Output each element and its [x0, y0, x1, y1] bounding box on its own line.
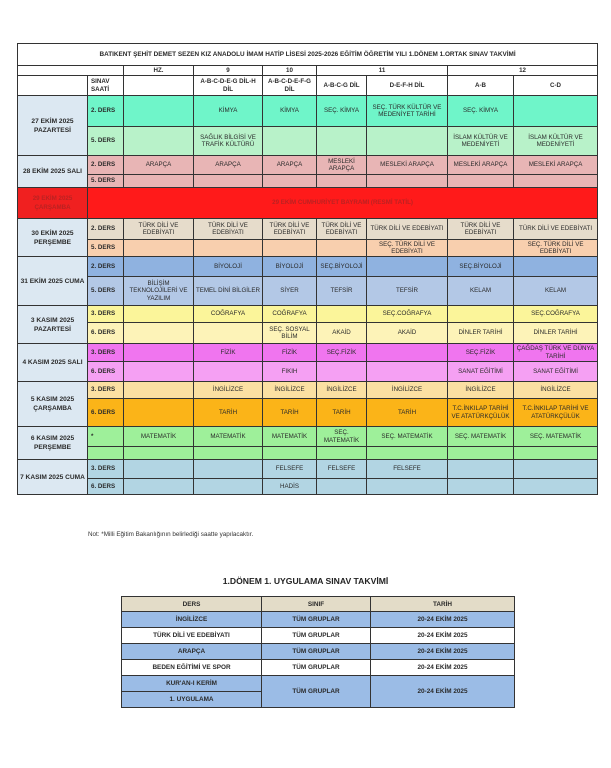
exam-subject-cell: ÇAĞDAŞ TÜRK VE DÜNYA TARİHİ — [514, 344, 598, 362]
practice-sinif: TÜM GRUPLAR — [262, 644, 371, 660]
exam-subject-cell: SEÇ.BİYOLOJİ — [448, 257, 514, 277]
exam-subject-cell: MATEMATİK — [124, 427, 194, 447]
practice-schedule-title: 1.DÖNEM 1. UYGULAMA SINAV TAKVİMİ — [222, 576, 389, 586]
exam-subject-cell — [448, 479, 514, 495]
practice-tarih: 20-24 EKİM 2025 — [371, 660, 515, 676]
exam-subject-cell — [514, 257, 598, 277]
exam-subject-cell: FIKIH — [263, 362, 317, 382]
exam-subject-cell: TEFSİR — [367, 277, 448, 306]
exam-date: 6 KASIM 2025 PERŞEMBE — [18, 427, 88, 460]
schedule-row — [18, 382, 598, 399]
schedule-row — [18, 219, 598, 240]
exam-period: 3. DERS — [88, 344, 124, 362]
schedule-row — [18, 175, 598, 188]
exam-subject-cell — [367, 362, 448, 382]
holiday-date: 29 EKİM 2025 ÇARŞAMBA — [18, 188, 88, 219]
exam-period: 2. DERS — [88, 219, 124, 240]
exam-subject-cell: TARİH — [367, 399, 448, 427]
exam-subject-cell: İSLAM KÜLTÜR VE MEDENİYETİ — [514, 127, 598, 156]
grade-header-9: 9 — [194, 66, 263, 76]
schedule-row — [18, 399, 598, 427]
grade-header-10: 10 — [263, 66, 317, 76]
exam-period: * — [88, 427, 124, 447]
schedule-row — [18, 344, 598, 362]
footnote: Not: *Milli Eğitim Bakanlığının belirlediği saatte yapılacaktır. — [88, 531, 254, 538]
exam-subject-cell: SEÇ. KİMYA — [448, 96, 514, 127]
exam-subject-cell — [514, 447, 598, 460]
exam-subject-cell — [514, 460, 598, 479]
practice-ders: KUR'AN-I KERİM — [122, 676, 262, 692]
exam-subject-cell: TÜRK DİLİ VE EDEBİYATI — [448, 219, 514, 240]
exam-subject-cell — [124, 399, 194, 427]
exam-subject-cell: SEÇ. MATEMATİK — [317, 427, 367, 447]
col-header-12a: A-B — [448, 76, 514, 96]
exam-subject-cell — [448, 306, 514, 323]
practice-sinif: TÜM GRUPLAR — [262, 676, 371, 708]
schedule-row — [18, 362, 598, 382]
exam-subject-cell: KELAM — [448, 277, 514, 306]
exam-subject-cell — [367, 447, 448, 460]
exam-subject-cell: SEÇ. MATEMATİK — [448, 427, 514, 447]
exam-period: 2. DERS — [88, 96, 124, 127]
practice-tarih: 20-24 EKİM 2025 — [371, 644, 515, 660]
exam-period: 3. DERS — [88, 382, 124, 399]
exam-subject-cell — [514, 175, 598, 188]
exam-period: 5. DERS — [88, 277, 124, 306]
exam-subject-cell — [448, 240, 514, 257]
exam-subject-cell: ARAPÇA — [124, 156, 194, 175]
exam-subject-cell — [124, 127, 194, 156]
practice-sinif: TÜM GRUPLAR — [262, 660, 371, 676]
exam-subject-cell: FİZİK — [194, 344, 263, 362]
exam-subject-cell — [194, 447, 263, 460]
exam-subject-cell — [317, 306, 367, 323]
grade-header-hz: HZ. — [124, 66, 194, 76]
exam-subject-cell — [317, 240, 367, 257]
exam-date: 5 KASIM 2025 ÇARŞAMBA — [18, 382, 88, 427]
exam-subject-cell — [124, 306, 194, 323]
exam-subject-cell: MATEMATİK — [263, 427, 317, 447]
exam-subject-cell: DİNLER TARİHİ — [448, 323, 514, 344]
exam-subject-cell — [367, 175, 448, 188]
exam-subject-cell — [124, 447, 194, 460]
exam-date: 4 KASIM 2025 SALI — [18, 344, 88, 382]
exam-subject-cell: MESLEKİ ARAPÇA — [367, 156, 448, 175]
exam-subject-cell: FİZİK — [263, 344, 317, 362]
exam-subject-cell: KELAM — [514, 277, 598, 306]
exam-subject-cell: TARİH — [263, 399, 317, 427]
exam-subject-cell: MESLEKİ ARAPÇA — [514, 156, 598, 175]
exam-subject-cell: SEÇ. KİMYA — [317, 96, 367, 127]
exam-subject-cell — [194, 323, 263, 344]
exam-period — [88, 447, 124, 460]
exam-period: 5. DERS — [88, 240, 124, 257]
exam-subject-cell: HADİS — [263, 479, 317, 495]
col-header-11b: D-E-F-H DİL — [367, 76, 448, 96]
schedule-row — [18, 277, 598, 306]
exam-date: 3 KASIM 2025 PAZARTESİ — [18, 306, 88, 344]
exam-subject-cell — [124, 96, 194, 127]
exam-date: 7 KASIM 2025 CUMA — [18, 460, 88, 495]
schedule-row — [18, 447, 598, 460]
practice-row — [122, 676, 515, 692]
exam-period: 3. DERS — [88, 460, 124, 479]
exam-subject-cell: BİYOLOJİ — [263, 257, 317, 277]
exam-subject-cell: TARİH — [317, 399, 367, 427]
col-header-9: A-B-C-D-E-G DİL-H DİL — [194, 76, 263, 96]
exam-date: 30 EKİM 2025 PERŞEMBE — [18, 219, 88, 257]
exam-subject-cell: ARAPÇA — [194, 156, 263, 175]
practice-tarih: 20-24 EKİM 2025 — [371, 676, 515, 708]
col-header-10: A-B-C-D-E-F-G DİL — [263, 76, 317, 96]
exam-subject-cell: İNGİLİZCE — [194, 382, 263, 399]
exam-subject-cell: SEÇ. SOSYAL BİLİM — [263, 323, 317, 344]
schedule-row — [18, 96, 598, 127]
exam-subject-cell: İNGİLİZCE — [263, 382, 317, 399]
col-header-11a: A-B-C-G DİL — [317, 76, 367, 96]
exam-subject-cell — [263, 447, 317, 460]
exam-subject-cell: TEFSİR — [317, 277, 367, 306]
exam-subject-cell: İNGİLİZCE — [514, 382, 598, 399]
exam-subject-cell — [124, 460, 194, 479]
exam-subject-cell — [367, 344, 448, 362]
exam-subject-cell — [317, 127, 367, 156]
exam-subject-cell: İNGİLİZCE — [448, 382, 514, 399]
exam-subject-cell — [263, 240, 317, 257]
exam-subject-cell — [124, 175, 194, 188]
exam-subject-cell: ARAPÇA — [263, 156, 317, 175]
practice-ders: İNGİLİZCE — [122, 612, 262, 628]
schedule-row — [18, 460, 598, 479]
practice-schedule-table — [121, 596, 515, 708]
col-header-12b: C-D — [514, 76, 598, 96]
exam-subject-cell — [263, 175, 317, 188]
exam-subject-cell: İSLAM KÜLTÜR VE MEDENİYETİ — [448, 127, 514, 156]
exam-subject-cell: SİYER — [263, 277, 317, 306]
exam-subject-cell — [448, 460, 514, 479]
schedule-row — [18, 127, 598, 156]
exam-subject-cell: TÜRK DİLİ VE EDEBİYATI — [514, 219, 598, 240]
exam-subject-cell: TÜRK DİLİ VE EDEBİYATI — [124, 219, 194, 240]
exam-subject-cell — [124, 257, 194, 277]
exam-subject-cell — [194, 460, 263, 479]
schedule-row — [18, 323, 598, 344]
exam-period: 2. DERS — [88, 156, 124, 175]
practice-ders: TÜRK DİLİ VE EDEBİYATI — [122, 628, 262, 644]
exam-subject-cell: SEÇ.FİZİK — [317, 344, 367, 362]
practice-tarih: 20-24 EKİM 2025 — [371, 628, 515, 644]
exam-subject-cell: BİLİŞİM TEKNOLOJİLERİ VE YAZILIM — [124, 277, 194, 306]
exam-subject-cell — [124, 240, 194, 257]
exam-subject-cell — [317, 175, 367, 188]
practice-ders: 1. UYGULAMA — [122, 692, 262, 708]
exam-subject-cell: TÜRK DİLİ VE EDEBİYATI — [194, 219, 263, 240]
exam-subject-cell — [317, 447, 367, 460]
exam-subject-cell: SEÇ. TÜRK DİLİ VE EDEBİYATI — [367, 240, 448, 257]
saat-header: SINAV SAATİ — [88, 76, 124, 96]
exam-subject-cell: BİYOLOJİ — [194, 257, 263, 277]
exam-subject-cell: SANAT EĞİTİMİ — [514, 362, 598, 382]
exam-subject-cell — [124, 479, 194, 495]
exam-subject-cell — [194, 362, 263, 382]
exam-date: 31 EKİM 2025 CUMA — [18, 257, 88, 306]
col-header-hz — [124, 76, 194, 96]
schedule-row — [18, 427, 598, 447]
schedule-title: BATIKENT ŞEHİT DEMET SEZEN KIZ ANADOLU İMAM HATİP LİSESİ 2025-2026 EĞİTİM ÖĞRETİM YILI 1.DÖNEM 1.ORTAK SINAV TAKVİMİ — [18, 44, 598, 66]
exam-subject-cell — [367, 257, 448, 277]
practice-row — [122, 644, 515, 660]
holiday-text: 29 EKİM CUMHURİYET BAYRAMI (RESMİ TATİL) — [88, 188, 598, 219]
exam-subject-cell: TÜRK DİLİ VE EDEBİYATI — [367, 219, 448, 240]
exam-subject-cell: FELSEFE — [317, 460, 367, 479]
schedule-row — [18, 156, 598, 175]
exam-subject-cell — [194, 479, 263, 495]
exam-subject-cell: T.C.İNKILAP TARİHİ VE ATATÜRKÇÜLÜK — [448, 399, 514, 427]
exam-period: 6. DERS — [88, 362, 124, 382]
exam-subject-cell: TÜRK DİLİ VE EDEBİYATI — [317, 219, 367, 240]
grade-header-11: 11 — [317, 66, 448, 76]
exam-subject-cell: COĞRAFYA — [263, 306, 317, 323]
exam-subject-cell: TEMEL DİNİ BİLGİLER — [194, 277, 263, 306]
exam-subject-cell — [194, 240, 263, 257]
holiday-row — [18, 188, 598, 219]
exam-subject-cell — [124, 323, 194, 344]
blank-header — [18, 66, 124, 76]
exam-period: 5. DERS — [88, 175, 124, 188]
exam-subject-cell — [367, 479, 448, 495]
exam-subject-cell: İNGİLİZCE — [367, 382, 448, 399]
exam-subject-cell: SEÇ. MATEMATİK — [367, 427, 448, 447]
exam-subject-cell: MESLEKİ ARAPÇA — [317, 156, 367, 175]
exam-subject-cell: SEÇ.BİYOLOJİ — [317, 257, 367, 277]
exam-period: 6. DERS — [88, 323, 124, 344]
exam-subject-cell: KİMYA — [263, 96, 317, 127]
exam-subject-cell — [124, 362, 194, 382]
exam-subject-cell: MATEMATİK — [194, 427, 263, 447]
exam-period: 2. DERS — [88, 257, 124, 277]
exam-subject-cell: AKAİD — [367, 323, 448, 344]
schedule-row — [18, 306, 598, 323]
schedule-row — [18, 479, 598, 495]
exam-subject-cell — [367, 127, 448, 156]
practice-sinif: TÜM GRUPLAR — [262, 612, 371, 628]
practice-ders: ARAPÇA — [122, 644, 262, 660]
exam-subject-cell — [124, 382, 194, 399]
grade-header-12: 12 — [448, 66, 598, 76]
practice-ders: BEDEN EĞİTİMİ VE SPOR — [122, 660, 262, 676]
exam-subject-cell — [514, 96, 598, 127]
practice-row — [122, 612, 515, 628]
exam-subject-cell: DİNLER TARİHİ — [514, 323, 598, 344]
exam-subject-cell: T.C.İNKILAP TARİHİ VE ATATÜRKÇÜLÜK — [514, 399, 598, 427]
exam-period: 6. DERS — [88, 399, 124, 427]
schedule-row — [18, 240, 598, 257]
exam-subject-cell — [194, 175, 263, 188]
exam-period: 5. DERS — [88, 127, 124, 156]
practice-row — [122, 660, 515, 676]
exam-subject-cell: FELSEFE — [263, 460, 317, 479]
exam-subject-cell: MESLEKİ ARAPÇA — [448, 156, 514, 175]
header-ders: DERS — [122, 597, 262, 612]
exam-subject-cell — [124, 344, 194, 362]
practice-row — [122, 628, 515, 644]
exam-subject-cell: AKAİD — [317, 323, 367, 344]
date-header — [18, 76, 88, 96]
exam-subject-cell: SEÇ.COĞRAFYA — [514, 306, 598, 323]
exam-subject-cell: TÜRK DİLİ VE EDEBİYATI — [263, 219, 317, 240]
header-sinif: SINIF — [262, 597, 371, 612]
exam-subject-cell: KİMYA — [194, 96, 263, 127]
exam-subject-cell — [263, 127, 317, 156]
exam-subject-cell: İNGİLİZCE — [317, 382, 367, 399]
exam-subject-cell: SEÇ. TÜRK KÜLTÜR VE MEDENİYET TARİHİ — [367, 96, 448, 127]
schedule-row — [18, 257, 598, 277]
exam-subject-cell: SEÇ. MATEMATİK — [514, 427, 598, 447]
exam-period: 3. DERS — [88, 306, 124, 323]
exam-subject-cell: SEÇ.COĞRAFYA — [367, 306, 448, 323]
header-tarih: TARİH — [371, 597, 515, 612]
exam-date: 27 EKİM 2025 PAZARTESİ — [18, 96, 88, 156]
exam-subject-cell — [448, 175, 514, 188]
exam-subject-cell — [514, 479, 598, 495]
exam-date: 28 EKİM 2025 SALI — [18, 156, 88, 188]
exam-subject-cell: SEÇ.FİZİK — [448, 344, 514, 362]
exam-subject-cell: SEÇ. TÜRK DİLİ VE EDEBİYATI — [514, 240, 598, 257]
exam-subject-cell: COĞRAFYA — [194, 306, 263, 323]
exam-schedule-table — [17, 43, 598, 495]
exam-subject-cell — [317, 362, 367, 382]
exam-subject-cell: FELSEFE — [367, 460, 448, 479]
exam-period: 6. DERS — [88, 479, 124, 495]
exam-subject-cell: SANAT EĞİTİMİ — [448, 362, 514, 382]
exam-subject-cell: TARİH — [194, 399, 263, 427]
practice-tarih: 20-24 EKİM 2025 — [371, 612, 515, 628]
practice-sinif: TÜM GRUPLAR — [262, 628, 371, 644]
exam-subject-cell — [317, 479, 367, 495]
exam-subject-cell — [448, 447, 514, 460]
exam-subject-cell: SAĞLIK BİLGİSİ VE TRAFİK KÜLTÜRÜ — [194, 127, 263, 156]
